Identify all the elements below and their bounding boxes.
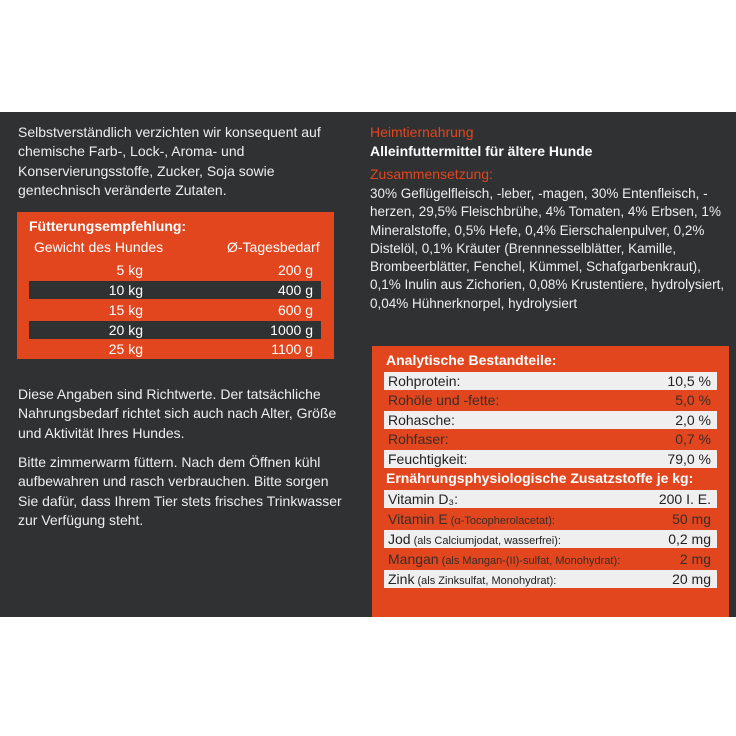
analysis-name: Rohasche: [388, 412, 455, 428]
feeding-row [29, 301, 321, 319]
col-daily-header: Ø-Tagesbedarf [227, 239, 320, 255]
storage-note: Bitte zimmerwarm füttern. Nach dem Öffnen kühl aufbewahren und rasch verbrauchen. Bitte sorgen Sie dafür, dass Ihrem Tier stets frisches Trinkwasser zur Verfügung steht. [18, 454, 342, 529]
analysis-row [384, 430, 717, 448]
analysis-box [372, 346, 729, 617]
weight-cell: 25 kg [108, 341, 143, 357]
analysis-value: 5,0 % [675, 392, 711, 408]
analysis-name: Feuchtigkeit: [388, 451, 468, 467]
additive-row [384, 550, 717, 568]
additive-value: 50 mg [672, 511, 711, 527]
analysis-row [384, 372, 717, 390]
analysis-value: 10,5 % [667, 373, 711, 389]
product-category: Heimtiernahrung [370, 124, 474, 140]
weight-cell: 15 kg [108, 302, 143, 318]
additives-title: Ernährungsphysiologische Zusatzstoffe je kg: [386, 470, 694, 486]
daily-cell: 400 g [277, 282, 313, 298]
additive-detail: (als Mangan-(II)-sulfat, Monohydrat): [438, 555, 621, 567]
weight-cell: 5 kg [116, 262, 143, 278]
daily-cell: 1100 g [271, 341, 313, 357]
feeding-row [29, 281, 321, 299]
additive-name: Vitamin E [388, 511, 448, 527]
analysis-value: 0,7 % [675, 431, 711, 447]
feeding-row [29, 261, 321, 279]
intro-text: Selbstverständlich verzichten wir konsequent auf chemische Farb-, Lock-, Aroma- und Konservierungsstoffe, Zucker, Soja sowie gentechnisch veränderte Zutaten. [18, 124, 321, 199]
analysis-value: 2,0 % [675, 412, 711, 428]
feeding-row [29, 340, 321, 358]
feeding-title: Fütterungsempfehlung: [29, 218, 187, 234]
additive-value: 2 mg [679, 551, 711, 567]
analysis-title: Analytische Bestandteile: [386, 352, 557, 368]
additive-name: Zink [388, 571, 415, 587]
daily-cell: 200 g [277, 262, 313, 278]
analysis-name: Rohfaser: [388, 431, 449, 447]
guidance-note: Diese Angaben sind Richtwerte. Der tatsächliche Nahrungsbedarf richtet sich auch nach Alter, Größe und Aktivität Ihres Hundes. [18, 386, 337, 441]
additive-row [384, 570, 717, 588]
analysis-name: Rohöle und -fette: [388, 392, 500, 408]
additive-name: Jod [388, 531, 411, 547]
additive-detail: (α-Tocopherolacetat): [447, 515, 555, 527]
additive-row [384, 530, 717, 548]
weight-cell: 10 kg [108, 282, 143, 298]
additive-name: Vitamin D₃: [388, 491, 459, 507]
analysis-value: 79,0 % [667, 451, 711, 467]
composition-title: Zusammensetzung: [370, 166, 493, 182]
additive-value: 20 mg [672, 571, 711, 587]
composition-text: 30% Geflügelfleisch, -leber, -magen, 30% Entenfleisch, -herzen, 29,5% Fleischbrühe, 4% Tomaten, 4% Erbsen, 1% Mineralstoffe, 0,5% Hefe, 0,4% Eierschalenpulver, 0,2% Distelöl, 0,1% Kräuter (Brennnesselblätter, Kamille, Brombeerblätter, Fenchel, Kümmel, Schafgarbenkraut), 0,1% Inulin aus Zichorien, 0,08% Krustentiere, hydrolysiert, 0,04% Hühnerknorpel, hydrolysiert [370, 186, 725, 311]
additive-row [384, 510, 717, 528]
col-weight-header: Gewicht des Hundes [34, 239, 164, 255]
additive-detail: (als Zinksulfat, Monohydrat): [414, 575, 557, 587]
additive-detail: (als Calciumjodat, wasserfrei): [410, 535, 561, 547]
analysis-row [384, 450, 717, 468]
additive-row [384, 490, 717, 508]
daily-cell: 1000 g [270, 322, 313, 338]
additive-value: 0,2 mg [668, 531, 711, 547]
product-name: Alleinfuttermittel für ältere Hunde [370, 143, 593, 159]
additive-name: Mangan [388, 551, 439, 567]
weight-cell: 20 kg [108, 322, 143, 338]
analysis-row [384, 411, 717, 429]
analysis-row [384, 391, 717, 409]
feeding-header [29, 239, 321, 258]
feeding-row [29, 321, 321, 339]
analysis-name: Rohprotein: [388, 373, 461, 389]
daily-cell: 600 g [277, 302, 313, 318]
feeding-recommendation-box [17, 212, 334, 359]
additive-value: 200 I. E. [658, 491, 711, 507]
